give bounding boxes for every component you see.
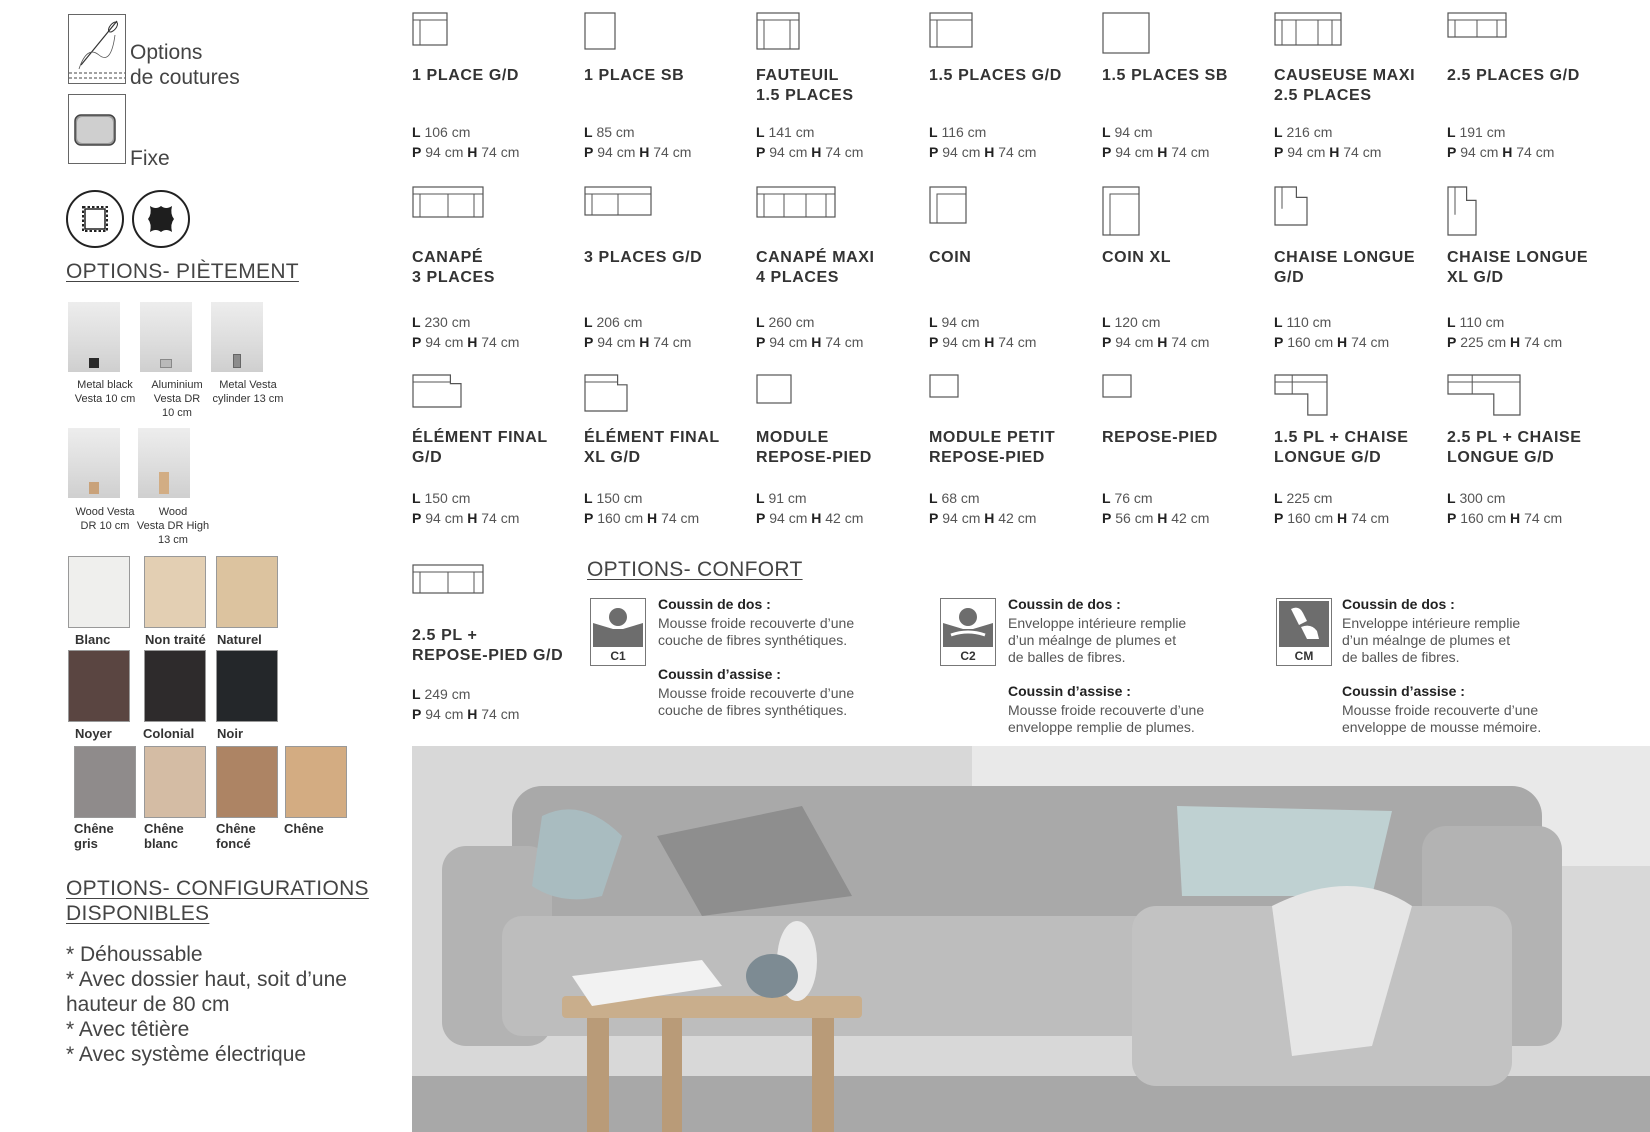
module-name: CHAISE LONGUE G/D [1274,249,1416,286]
module-depth-height: P 94 cm H 74 cm [756,334,864,350]
module-width: L 216 cm [1274,124,1333,140]
module-width: L 116 cm [929,124,987,140]
module-outline-icon [412,12,450,48]
module-outline-icon [1102,374,1134,400]
module-name: 1.5 PL + CHAISE LONGUE G/D [1274,429,1409,466]
module-width: L 94 cm [1102,124,1153,140]
module-depth-height: P 94 cm H 74 cm [1274,144,1382,160]
module-name: CHAISE LONGUE XL G/D [1447,249,1589,286]
configurations-section-title: OPTIONS- CONFIGURATIONS DISPONIBLES [66,877,369,925]
leg-thumbnail [211,302,263,372]
leg-caption: Wood Vesta DR High 13 cm [136,506,210,546]
module-name: ÉLÉMENT FINAL G/D [412,429,548,466]
leather-icon [132,190,190,248]
module-outline-icon [929,186,969,226]
module-name: COIN [929,249,972,266]
fixed-option-label: Fixe [130,147,170,170]
module-depth-height: P 94 cm H 74 cm [1102,144,1210,160]
module-depth-height: P 160 cm H 74 cm [584,510,700,526]
module-outline-icon [1274,186,1310,228]
module-depth-height: P 94 cm H 74 cm [584,334,692,350]
finish-swatch [216,746,278,818]
module-name: 1.5 PLACES SB [1102,67,1229,84]
module-name: MODULE REPOSE-PIED [756,429,872,466]
finish-swatch [144,650,206,722]
module-name: CAUSEUSE MAXI 2.5 PLACES [1274,67,1416,104]
leg-thumbnail [68,302,120,372]
comfort-back-text: Enveloppe intérieure remplie d’un méalnge de plumes et de balles de fibres. [1342,615,1521,665]
module-outline-icon [1102,186,1142,238]
module-width: L 110 cm [1274,314,1332,330]
comfort-code: CM [1294,649,1314,663]
comfort-code: C1 [610,649,626,663]
finish-label: Chêne [284,821,324,836]
module-width: L 76 cm [1102,490,1153,506]
finish-swatch [285,746,347,818]
module-outline-icon [584,186,654,218]
comfort-code: C2 [960,649,976,663]
finish-label: Colonial [143,726,195,741]
leg-thumbnail [140,302,192,372]
module-outline-icon [929,12,975,50]
module-outline-icon [584,12,618,52]
comfort-back-text: Enveloppe intérieure remplie d’un méalnge de plumes et de balles de fibres. [1008,615,1187,665]
module-outline-icon [929,374,961,400]
module-width: L 106 cm [412,124,471,140]
configuration-item: * Avec dossier haut, soit d’une hauteur de 80 cm [66,968,347,1016]
leg-thumbnail [68,428,120,498]
module-name: 1 PLACE G/D [412,67,520,84]
module-width: L 110 cm [1447,314,1505,330]
comfort-section-title: OPTIONS- CONFORT [587,558,803,581]
comfort-seat-text: Mousse froide recouverte d’une enveloppe remplie de plumes. [1008,702,1205,735]
finish-swatch [144,556,206,628]
module-width: L 150 cm [412,490,471,506]
finish-swatch [68,650,130,722]
module-depth-height: P 94 cm H 74 cm [412,706,520,722]
configuration-item: * Avec système électrique [66,1043,307,1066]
finish-label: Noir [217,726,243,741]
leg-caption: Metal Vesta cylinder 13 cm [212,379,284,405]
module-width: L 150 cm [584,490,643,506]
module-width: L 85 cm [584,124,635,140]
module-width: L 249 cm [412,686,471,702]
comfort-back-text: Mousse froide recouverte d’une couche de fibres synthétiques. [658,615,855,648]
module-outline-icon [1102,12,1152,56]
module-width: L 260 cm [756,314,815,330]
fixed-option-icon [68,94,126,164]
module-depth-height: P 94 cm H 74 cm [584,144,692,160]
module-name: COIN XL [1102,249,1172,266]
module-name: 2.5 PLACES G/D [1447,67,1580,84]
module-outline-icon [412,374,464,410]
module-name: 2.5 PL + REPOSE-PIED G/D [412,627,564,664]
finish-label: Blanc [75,632,111,647]
module-width: L 300 cm [1447,490,1506,506]
module-outline-icon [1274,374,1330,418]
module-width: L 91 cm [756,490,807,506]
finish-label: Chêne foncé [216,821,256,851]
module-depth-height: P 160 cm H 74 cm [1447,510,1563,526]
module-outline-icon [1447,12,1509,40]
module-outline-icon [1447,374,1523,418]
module-width: L 225 cm [1274,490,1333,506]
module-outline-icon [1274,12,1344,48]
leg-caption: Metal black Vesta 10 cm [74,379,136,405]
module-depth-height: P 94 cm H 74 cm [929,144,1037,160]
stitch-options-label: Options de coutures [130,41,240,89]
module-depth-height: P 94 cm H 74 cm [412,144,520,160]
leg-thumbnail [138,428,190,498]
fabric-icon [66,190,124,248]
comfort-seat-title: Coussin d’assise : [1342,683,1465,699]
module-name: FAUTEUIL 1.5 PLACES [756,67,854,104]
finish-label: Naturel [217,632,262,647]
module-width: L 206 cm [584,314,643,330]
comfort-back-title: Coussin de dos : [1008,596,1121,612]
sofa-lifestyle-photo [412,746,1650,1132]
module-name: CANAPÉ 3 PLACES [412,249,496,286]
module-depth-height: P 225 cm H 74 cm [1447,334,1563,350]
finish-swatch [68,556,130,628]
module-name: 1.5 PLACES G/D [929,67,1062,84]
module-width: L 191 cm [1447,124,1506,140]
comfort-seat-text: Mousse froide recouverte d’une enveloppe de mousse mémoire. [1342,702,1542,735]
comfort-c1-icon [590,598,646,666]
comfort-cm-icon [1276,598,1332,666]
module-depth-height: P 160 cm H 74 cm [1274,334,1390,350]
module-depth-height: P 94 cm H 74 cm [412,510,520,526]
module-name: REPOSE-PIED [1102,429,1218,446]
finish-swatch [216,556,278,628]
module-outline-icon [756,12,802,52]
comfort-seat-title: Coussin d’assise : [1008,683,1131,699]
module-outline-icon [756,374,794,406]
module-width: L 230 cm [412,314,471,330]
module-outline-icon [412,564,486,596]
legs-section-title: OPTIONS- PIÈTEMENT [66,260,299,283]
module-depth-height: P 94 cm H 74 cm [1447,144,1555,160]
module-depth-height: P 94 cm H 74 cm [412,334,520,350]
configuration-item: * Déhoussable [66,943,203,966]
comfort-c2-icon [940,598,996,666]
finish-label: Chêne gris [74,821,114,851]
module-outline-icon [412,186,486,220]
module-outline-icon [584,374,630,414]
comfort-seat-title: Coussin d’assise : [658,666,781,682]
configurations-list [66,942,396,1067]
module-outline-icon [1447,186,1479,238]
comfort-back-title: Coussin de dos : [1342,596,1455,612]
finish-label: Noyer [75,726,112,741]
module-name: 3 PLACES G/D [584,249,703,266]
module-name: MODULE PETIT REPOSE-PIED [929,429,1056,466]
finish-swatch [216,650,278,722]
finish-swatch [144,746,206,818]
configuration-item: * Avec têtière [66,1018,190,1041]
module-depth-height: P 94 cm H 42 cm [756,510,864,526]
module-name: 1 PLACE SB [584,67,685,84]
module-depth-height: P 94 cm H 42 cm [929,510,1037,526]
module-depth-height: P 94 cm H 74 cm [929,334,1037,350]
module-name: 2.5 PL + CHAISE LONGUE G/D [1447,429,1582,466]
comfort-back-title: Coussin de dos : [658,596,771,612]
stitch-option-icon [68,14,126,84]
module-depth-height: P 94 cm H 74 cm [756,144,864,160]
module-depth-height: P 56 cm H 42 cm [1102,510,1210,526]
module-depth-height: P 160 cm H 74 cm [1274,510,1390,526]
module-outline-icon [756,186,838,220]
module-width: L 141 cm [756,124,815,140]
module-name: CANAPÉ MAXI 4 PLACES [756,249,875,286]
module-depth-height: P 94 cm H 74 cm [1102,334,1210,350]
comfort-seat-text: Mousse froide recouverte d’une couche de fibres synthétiques. [658,685,855,718]
module-width: L 94 cm [929,314,980,330]
module-width: L 68 cm [929,490,980,506]
module-width: L 120 cm [1102,314,1161,330]
leg-caption: Aluminium Vesta DR 10 cm [151,379,203,419]
module-name: ÉLÉMENT FINAL XL G/D [584,429,720,466]
finish-swatch [74,746,136,818]
finish-label: Chêne blanc [144,821,184,851]
leg-caption: Wood Vesta DR 10 cm [75,506,135,532]
finish-label: Non traité [145,632,206,647]
